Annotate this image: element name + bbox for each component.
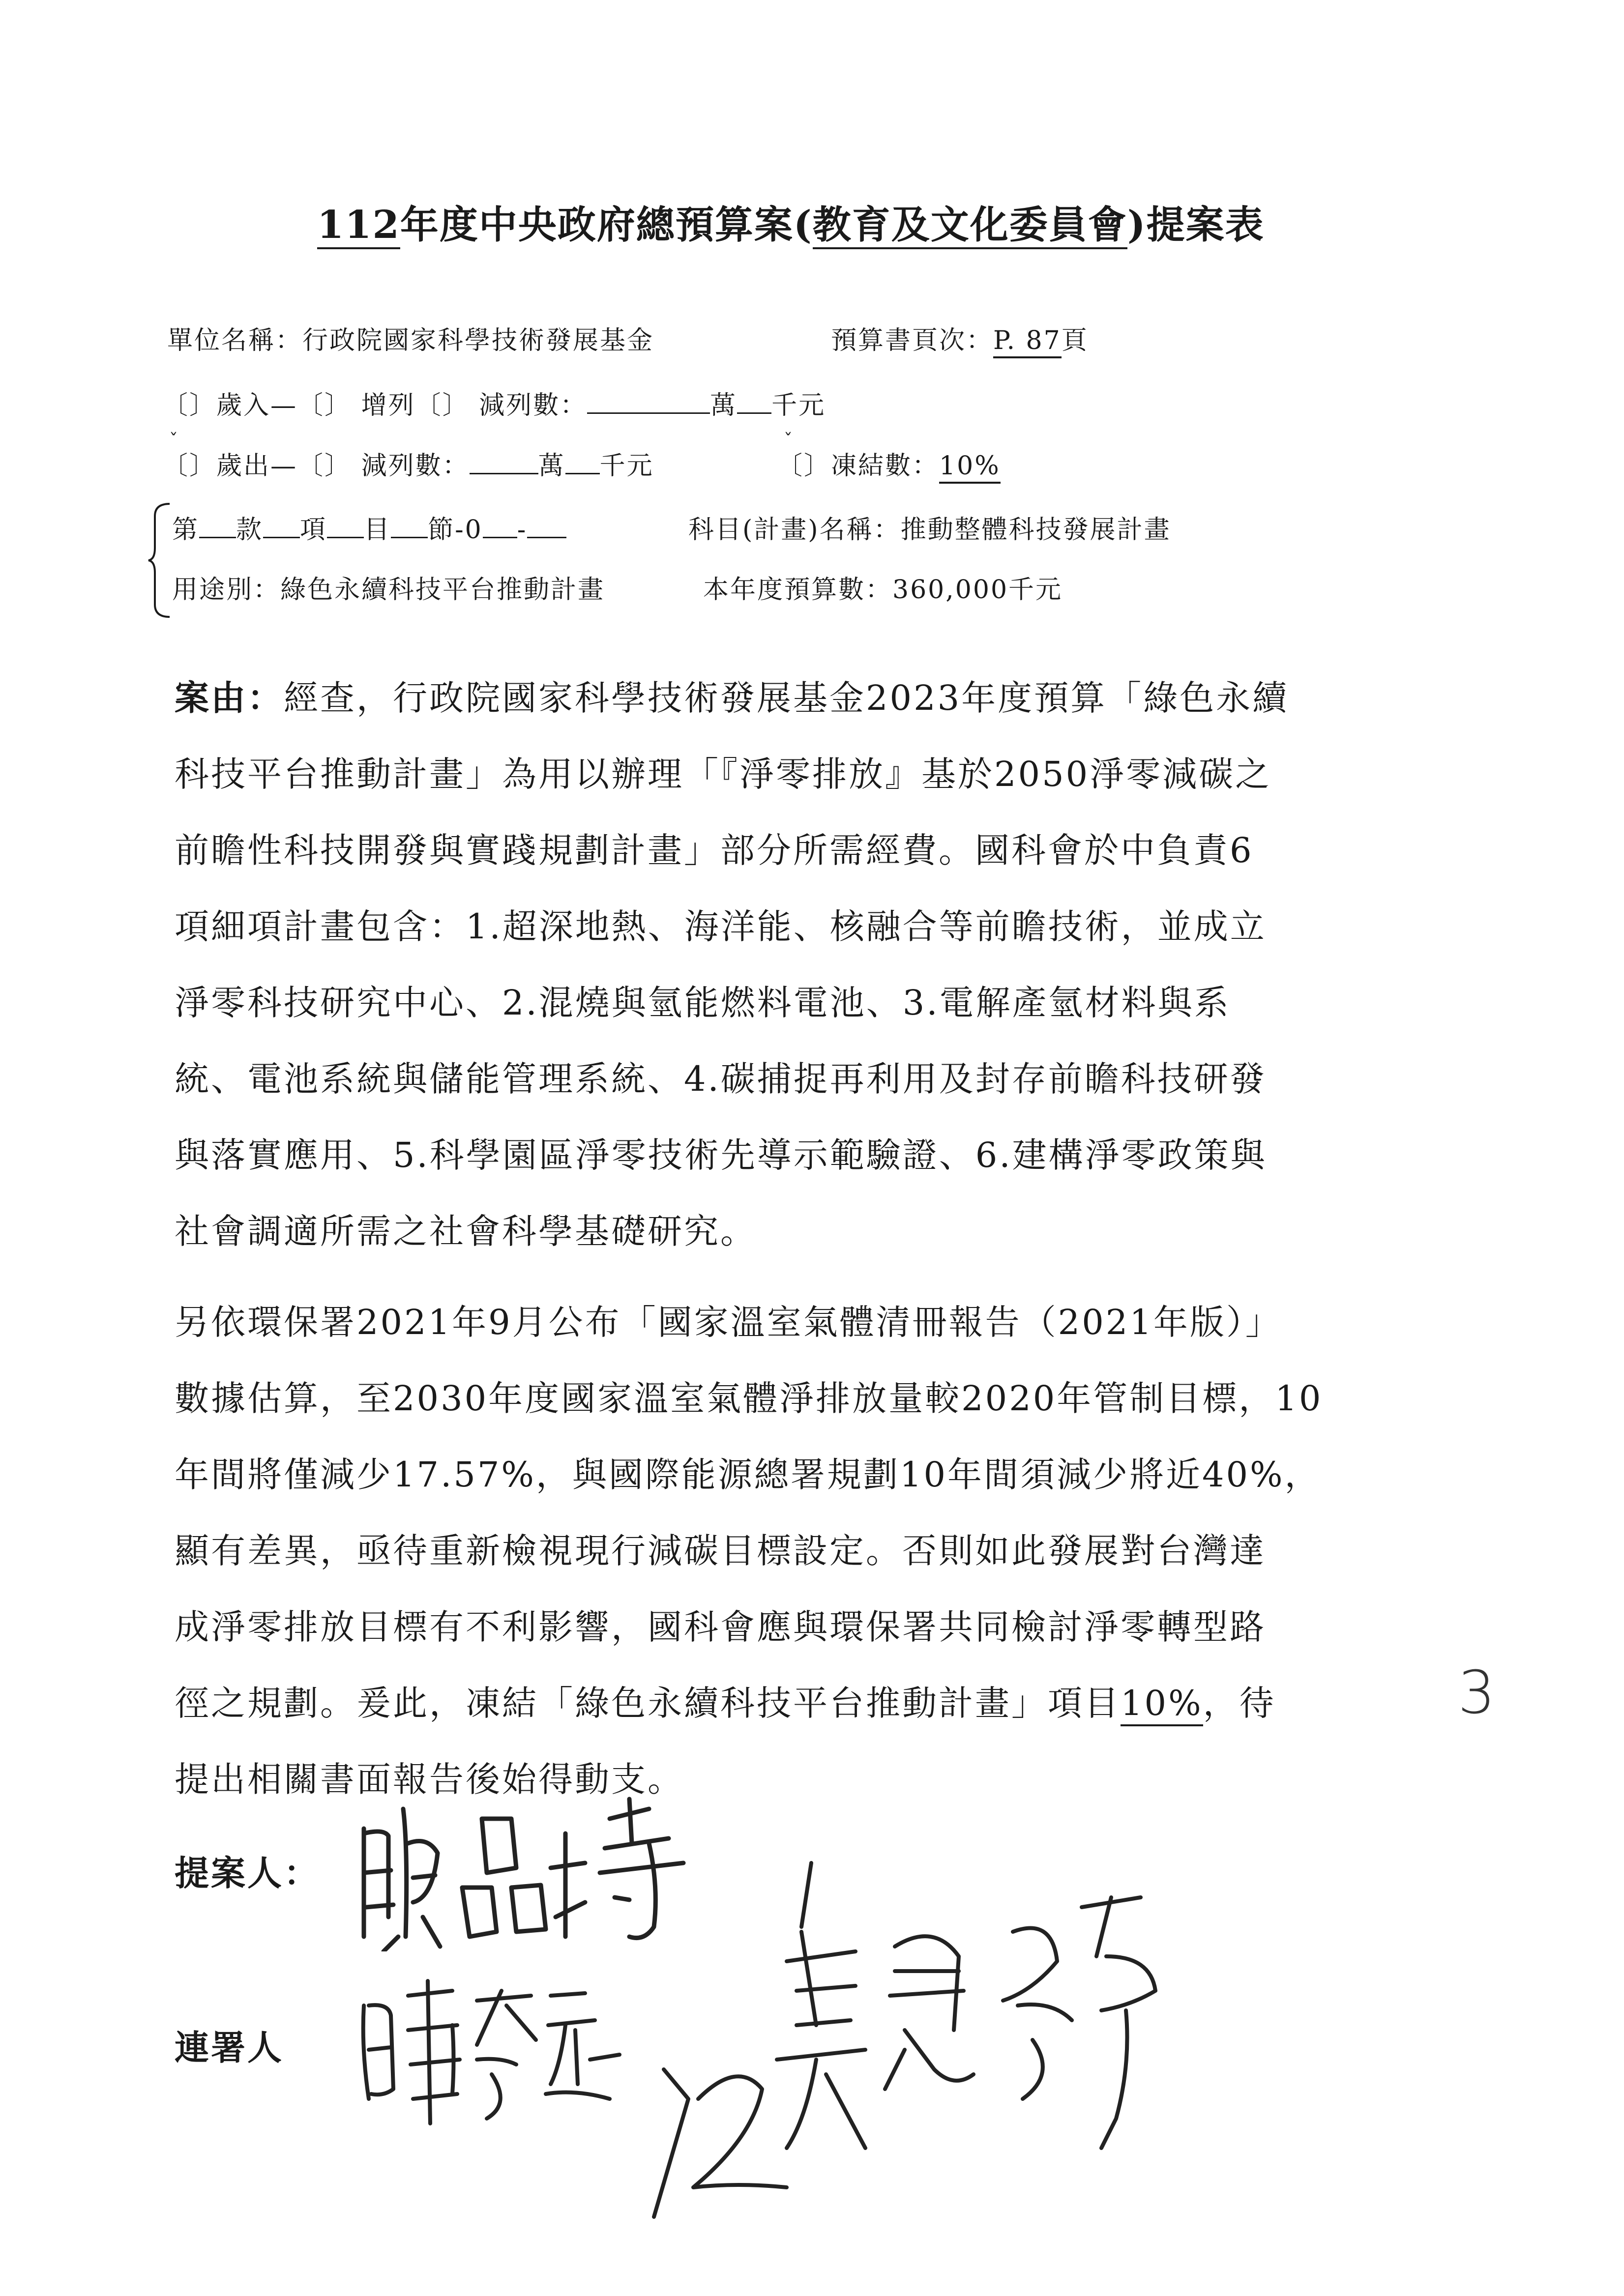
usage-type: 用途別：綠色永續科技平台推動計畫 bbox=[172, 575, 605, 605]
body-line-11: 年間將僅減少17.57%，與國際能源總署規劃10年間須減少將近40%， bbox=[175, 1454, 1321, 1495]
page-number: 3 bbox=[1458, 1659, 1496, 1727]
increase-checkbox: 〔〕 bbox=[297, 391, 352, 420]
body-line-4: 項細項計畫包含：1.超深地熱、海洋能、核融合等前瞻技術，並成立 bbox=[175, 906, 1267, 947]
expense-qian-blank bbox=[565, 473, 600, 474]
expense-line bbox=[162, 431, 654, 482]
mu-blank bbox=[327, 537, 364, 538]
cosigner-signature-1 bbox=[354, 1976, 629, 2133]
expense-checkbox bbox=[162, 431, 217, 482]
income-label: 歲入— bbox=[216, 391, 298, 420]
body-line-10: 數據估算，至2030年度國家溫室氣體淨排放量較2020年管制目標，10 bbox=[175, 1378, 1323, 1419]
di-label: 第 bbox=[172, 515, 200, 545]
body-line-1 bbox=[175, 673, 1289, 723]
body-line-2: 科技平台推動計畫」為用以辦理「『淨零排放』基於2050淨零減碳之 bbox=[175, 754, 1272, 794]
subject-name: 科目(計畫)名稱：推動整體科技發展計畫 bbox=[688, 515, 1171, 545]
page-label: 預算書頁次： bbox=[831, 326, 994, 355]
body-line-7: 與落實應用、5.科學園區淨零技術先導示範驗證、6.建構淨零政策與 bbox=[175, 1135, 1267, 1175]
mu-label: 目 bbox=[364, 515, 391, 545]
expense-label: 歲出— bbox=[216, 451, 298, 481]
budget-amount: 本年度預算數：360,000千元 bbox=[703, 575, 1063, 605]
body-line-14 bbox=[175, 1679, 1276, 1728]
check-mark-icon: ˇ bbox=[784, 431, 794, 451]
body-text: 經查，行政院國家科學技術發展基金2023年度預算「綠色永續 bbox=[284, 678, 1289, 718]
freeze-percent: 10% bbox=[1121, 1683, 1203, 1726]
xiang-blank bbox=[263, 537, 300, 538]
body-line-6: 統、電池系統與儲能管理系統、4.碳捕捉再利用及封存前瞻科技研發 bbox=[175, 1059, 1267, 1099]
jie-label: 節-0 bbox=[428, 515, 483, 545]
wan-blank bbox=[587, 412, 710, 414]
budget-page-ref bbox=[831, 320, 1089, 356]
cosigner-signature-2 bbox=[639, 1843, 1180, 2227]
sub-blank-2 bbox=[527, 537, 566, 538]
body-text: ，待 bbox=[1203, 1683, 1276, 1723]
income-line bbox=[162, 384, 826, 421]
freeze-value: 10% bbox=[939, 451, 1001, 484]
sub-blank bbox=[483, 537, 517, 538]
section-line bbox=[172, 509, 566, 546]
body-text: 徑之規劃。爰此，凍結「綠色永續科技平台推動計畫」項目 bbox=[175, 1683, 1121, 1723]
kuan-blank bbox=[199, 537, 236, 538]
expense-decrease-checkbox: 〔〕 bbox=[297, 451, 352, 481]
jie-blank bbox=[391, 537, 428, 538]
freeze-checkbox bbox=[777, 431, 831, 482]
unit-name: 單位名稱：行政院國家科學技術發展基金 bbox=[167, 326, 654, 355]
page-suffix: 頁 bbox=[1061, 326, 1089, 355]
body-line-13: 成淨零排放目標有不利影響，國科會應與環保署共同檢討淨零轉型路 bbox=[175, 1607, 1266, 1647]
expense-wan-blank bbox=[470, 473, 538, 474]
body-line-5: 淨零科技研究中心、2.混燒與氫能燃料電池、3.電解產氫材料與系 bbox=[175, 983, 1231, 1023]
body-line-3: 前瞻性科技開發與實踐規劃計畫」部分所需經費。國科會於中負責6 bbox=[175, 830, 1254, 871]
wan-unit: 萬 bbox=[710, 391, 738, 420]
document-title bbox=[317, 194, 1265, 249]
expense-wan-unit: 萬 bbox=[538, 451, 565, 481]
decrease-label: 減列數： bbox=[469, 391, 588, 420]
expense-qian-unit: 千元 bbox=[599, 451, 654, 481]
body-line-15: 提出相關書面報告後始得動支。 bbox=[175, 1759, 684, 1800]
qian-unit: 千元 bbox=[771, 391, 826, 420]
freeze-label: 凍結數： bbox=[831, 451, 940, 481]
check-mark-icon: ˇ bbox=[169, 431, 179, 451]
title-year: 112 bbox=[317, 203, 400, 249]
cosigner-label: 連署人 bbox=[175, 2027, 284, 2068]
dash-label: - bbox=[517, 515, 528, 545]
body-line-9: 另依環保署2021年9月公布「國家溫室氣體清冊報告（2021年版）」 bbox=[175, 1302, 1282, 1342]
reason-label: 案由： bbox=[175, 677, 284, 718]
freeze-checkbox-bracket: 〔〕 bbox=[777, 451, 831, 481]
proposer-label: 提案人： bbox=[175, 1853, 320, 1893]
increase-label: 增列 bbox=[352, 391, 415, 420]
title-part2: )提案表 bbox=[1127, 203, 1265, 247]
expense-checkbox-bracket: 〔〕 bbox=[162, 451, 217, 481]
expense-decrease-label: 減列數： bbox=[352, 451, 470, 481]
title-part1: 年度中央政府總預算案( bbox=[400, 203, 813, 247]
page-value: P. 87 bbox=[993, 326, 1062, 358]
freeze-line bbox=[777, 431, 1001, 482]
decrease-checkbox: 〔〕 bbox=[415, 391, 470, 420]
body-line-12: 顯有差異，亟待重新檢視現行減碳目標設定。否則如此發展對台灣達 bbox=[175, 1531, 1266, 1571]
title-committee: 教育及文化委員會 bbox=[813, 203, 1127, 249]
qian-blank bbox=[737, 412, 771, 414]
xiang-label: 項 bbox=[300, 515, 327, 545]
body-line-8: 社會調適所需之社會科學基礎研究。 bbox=[175, 1211, 757, 1251]
kuan-label: 款 bbox=[236, 515, 264, 545]
income-checkbox: 〔〕 bbox=[162, 391, 217, 420]
